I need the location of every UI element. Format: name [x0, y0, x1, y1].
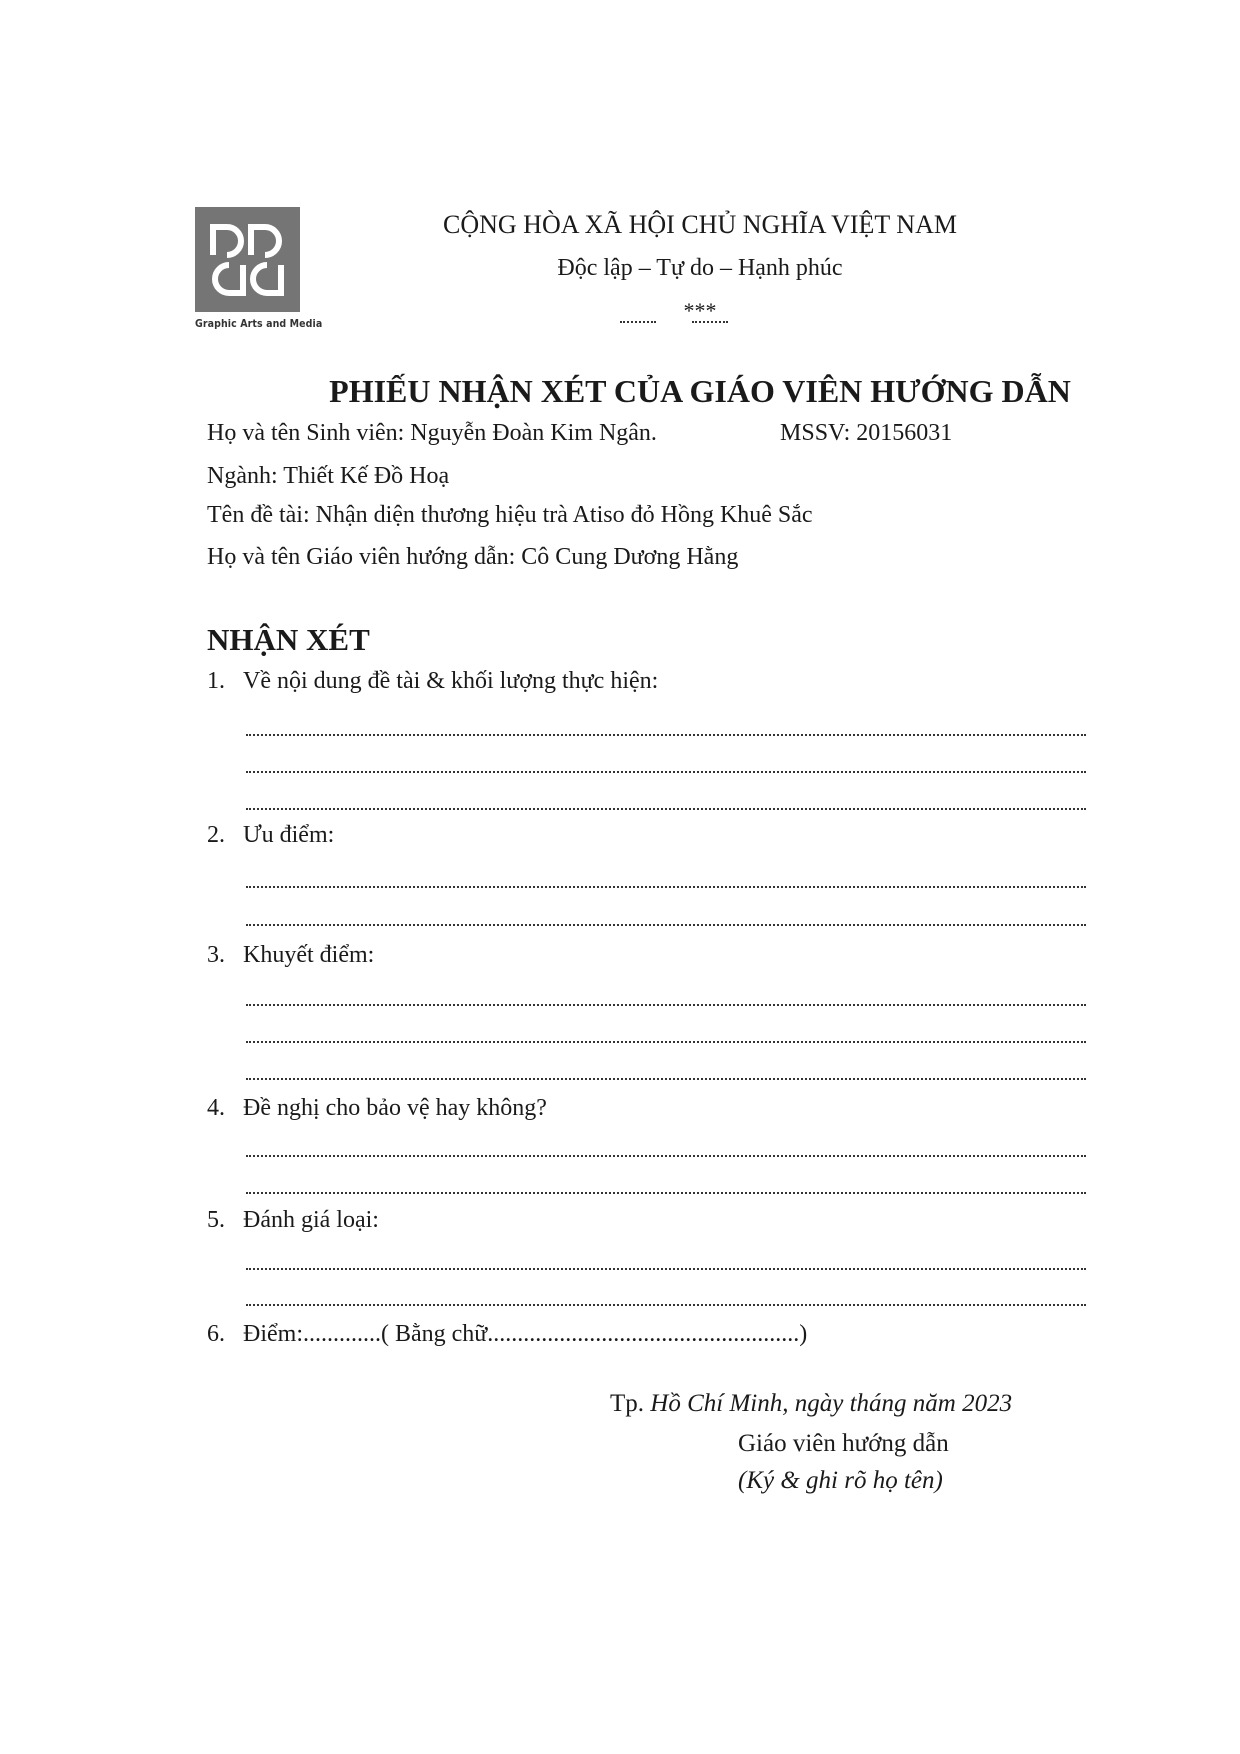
answer-line: [246, 808, 1086, 810]
student-name: Họ và tên Sinh viên: Nguyễn Đoàn Kim Ngân.: [207, 420, 657, 446]
divider-dashes-right: [692, 321, 728, 323]
student-id: MSSV: 20156031: [780, 420, 953, 446]
question-number: 5.: [207, 1207, 225, 1233]
question-number: 3.: [207, 942, 225, 968]
answer-line: [246, 1004, 1086, 1006]
score-line: Điểm:.............( Bằng chữ....................................................): [243, 1321, 808, 1347]
answer-line: [246, 734, 1086, 736]
advisor: Họ và tên Giáo viên hướng dẫn: Cô Cung Dương Hằng: [207, 544, 739, 570]
question-text: Ưu điểm:: [243, 822, 335, 848]
place-date: [610, 1390, 1012, 1418]
question-text: Đề nghị cho bảo vệ hay không?: [243, 1095, 547, 1121]
place-prefix: Tp.: [610, 1390, 651, 1417]
logo: [195, 207, 300, 312]
graphic-arts-logo-icon: [195, 207, 300, 312]
answer-line: [246, 1078, 1086, 1080]
question-number: 4.: [207, 1095, 225, 1121]
question-text: Đánh giá loại:: [243, 1207, 379, 1233]
nation-heading: CỘNG HÒA XÃ HỘI CHỦ NGHĨA VIỆT NAM: [443, 210, 957, 239]
answer-line: [246, 924, 1086, 926]
topic: Tên đề tài: Nhận diện thương hiệu trà Atiso đỏ Hồng Khuê Sắc: [207, 502, 813, 528]
advisor-role: Giáo viên hướng dẫn: [738, 1430, 949, 1457]
form-title: PHIẾU NHẬN XÉT CỦA GIÁO VIÊN HƯỚNG DẪN: [329, 373, 1071, 409]
section-title: NHẬN XÉT: [207, 622, 370, 657]
question-number: 2.: [207, 822, 225, 848]
major: Ngành: Thiết Kế Đồ Hoạ: [207, 463, 450, 489]
place-date-text: Hồ Chí Minh, ngày tháng năm 2023: [650, 1390, 1013, 1417]
question-number: 6.: [207, 1321, 225, 1347]
logo-caption: Graphic Arts and Media: [195, 318, 323, 330]
answer-line: [246, 1041, 1086, 1043]
answer-line: [246, 886, 1086, 888]
answer-line: [246, 1304, 1086, 1306]
divider-dashes-left: [620, 321, 656, 323]
answer-line: [246, 1268, 1086, 1270]
motto: Độc lập – Tự do – Hạnh phúc: [557, 255, 843, 281]
signature-note: (Ký & ghi rõ họ tên): [738, 1467, 943, 1494]
answer-line: [246, 771, 1086, 773]
question-text: Về nội dung đề tài & khối lượng thực hiện:: [243, 668, 659, 694]
question-number: 1.: [207, 668, 225, 694]
stars-divider: ***: [683, 298, 717, 323]
question-text: Khuyết điểm:: [243, 942, 375, 968]
answer-line: [246, 1192, 1086, 1194]
answer-line: [246, 1155, 1086, 1157]
